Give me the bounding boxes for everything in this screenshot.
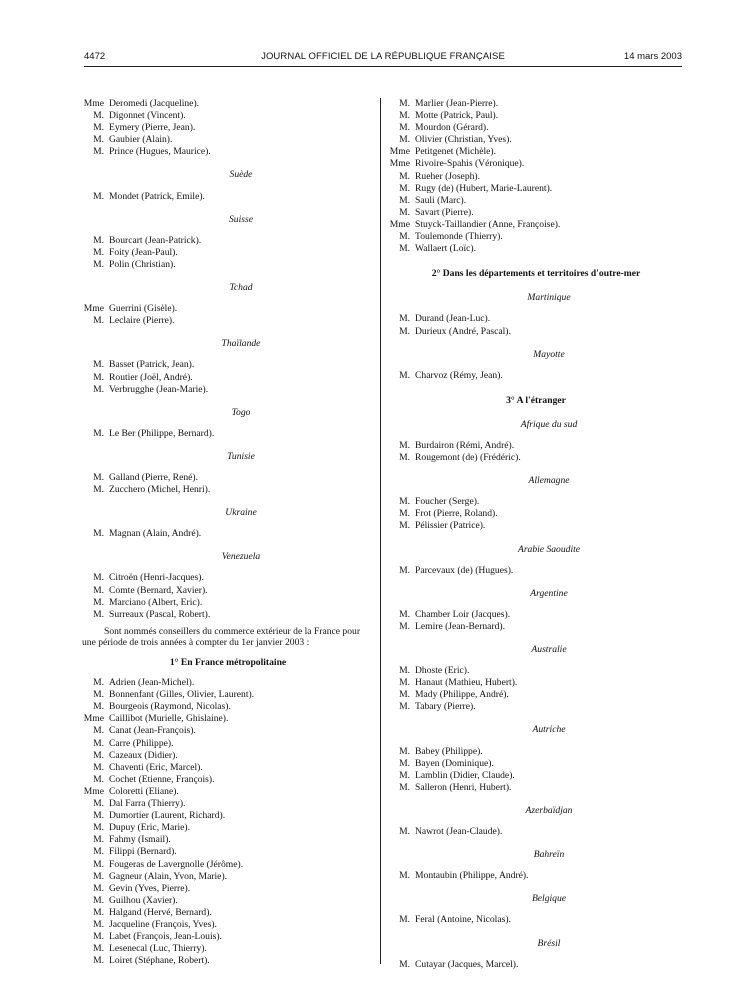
civil-title: M. <box>93 608 104 620</box>
person-name: Eymery (Pierre, Jean). <box>109 122 196 134</box>
list-item <box>82 472 370 484</box>
person-name: Frot (Pierre, Roland). <box>415 508 498 520</box>
person-name: Guilhou (Xavier). <box>109 894 178 906</box>
list-item <box>388 231 680 243</box>
civil-title: M. <box>93 822 104 834</box>
list-item <box>388 508 680 520</box>
civil-title: M. <box>399 701 410 713</box>
person-name: Coloretti (Eliane). <box>109 785 179 797</box>
person-name: Bourcart (Jean-Patrick). <box>109 234 202 246</box>
civil-title: M. <box>399 757 410 769</box>
country-heading: Brésil <box>537 937 561 949</box>
person-name: Magnan (Alain, André). <box>109 528 202 540</box>
person-name: Mady (Philippe, André). <box>415 689 509 701</box>
list-item <box>82 846 370 858</box>
list-item <box>388 758 680 770</box>
country-heading: Azerbaïdjan <box>525 804 573 816</box>
list-item <box>82 110 370 122</box>
list-item <box>82 146 370 158</box>
person-name: Cutayar (Jacques, Marcel). <box>415 958 519 970</box>
list-item <box>388 183 680 195</box>
person-name: Charvoz (Rémy, Jean). <box>415 369 503 381</box>
civil-title: M. <box>93 858 104 870</box>
country-heading: Togo <box>231 406 251 418</box>
civil-title: M. <box>93 870 104 882</box>
list-item <box>82 428 370 440</box>
country-heading: Ukraine <box>225 507 257 519</box>
person-name: Rugy (de) (Hubert, Marie-Laurent). <box>415 182 553 194</box>
country-heading: Martinique <box>527 292 571 304</box>
country-heading: Suède <box>229 169 253 181</box>
list-item <box>82 871 370 883</box>
list-item <box>82 931 370 943</box>
civil-title: M. <box>93 122 104 134</box>
civil-title: M. <box>93 359 104 371</box>
person-name: Petitgenet (Michèle). <box>415 146 496 158</box>
person-name: Motte (Patrick, Paul). <box>415 110 499 122</box>
person-name: Lemire (Jean-Bernard). <box>415 620 506 632</box>
country-heading: Autriche <box>532 724 566 736</box>
person-name: Galland (Pierre, René). <box>109 471 198 483</box>
list-item <box>82 834 370 846</box>
list-item <box>82 191 370 203</box>
civil-title: M. <box>399 170 410 182</box>
civil-title: M. <box>399 826 410 838</box>
civil-title: M. <box>399 122 410 134</box>
person-name: Rougemont (de) (Frédéric). <box>415 452 521 464</box>
list-item <box>388 452 680 464</box>
civil-title: M. <box>93 931 104 943</box>
civil-title: M. <box>93 315 104 327</box>
section-heading: 1° En France métropolitaine <box>169 657 287 668</box>
civil-title: M. <box>93 749 104 761</box>
civil-title: M. <box>399 206 410 218</box>
country-heading: Arabie Saoudite <box>517 543 581 555</box>
list-item <box>388 565 680 577</box>
person-name: Carre (Philippe). <box>109 737 174 749</box>
person-name: Babey (Philippe). <box>415 745 483 757</box>
list-item <box>388 520 680 532</box>
list-item <box>388 677 680 689</box>
person-name: Fougeras de Lavergnolle (Jérôme). <box>109 858 244 870</box>
person-name: Dumortier (Laurent, Richard). <box>109 810 226 822</box>
list-item <box>388 146 680 158</box>
civil-title: M. <box>399 620 410 632</box>
person-name: Comte (Bernard, Xavier). <box>109 584 208 596</box>
person-name: Tabary (Pierre). <box>415 701 476 713</box>
person-name: Filippi (Bernard). <box>109 846 177 858</box>
list-item <box>82 689 370 701</box>
list-item <box>82 597 370 609</box>
list-item <box>388 207 680 219</box>
civil-title: M. <box>93 834 104 846</box>
person-name: Lesenecal (Luc, Thierry). <box>109 943 207 955</box>
list-item <box>82 359 370 371</box>
person-name: Durand (Jean-Luc). <box>415 313 491 325</box>
civil-title: M. <box>399 439 410 451</box>
civil-title: M. <box>93 383 104 395</box>
list-item <box>82 883 370 895</box>
person-name: Leclaire (Pierre). <box>109 315 175 327</box>
civil-title: M. <box>93 371 104 383</box>
civil-title: M. <box>93 572 104 584</box>
list-item <box>82 134 370 146</box>
civil-title: M. <box>93 918 104 930</box>
person-name: Basset (Patrick, Jean). <box>109 359 195 371</box>
list-item <box>82 528 370 540</box>
list-item <box>82 247 370 259</box>
civil-title: M. <box>399 98 410 109</box>
list-item <box>388 313 680 325</box>
civil-title: M. <box>399 369 410 381</box>
country-heading: Belgique <box>531 893 567 905</box>
civil-title: Mme <box>83 98 104 109</box>
person-name: Le Ber (Philippe, Bernard). <box>109 427 215 439</box>
country-heading: Suisse <box>229 213 253 225</box>
person-name: Sauli (Marc). <box>415 194 467 206</box>
person-name: Olivier (Christian, Yves). <box>415 134 512 146</box>
list-item <box>388 959 680 971</box>
person-name: Guerrini (Gisèle). <box>109 303 178 315</box>
list-item <box>388 826 680 838</box>
list-item <box>388 195 680 207</box>
page-header <box>84 51 682 65</box>
journal-title: JOURNAL OFFICIEL DE LA RÉPUBLIQUE FRANÇAISE <box>261 51 505 62</box>
person-name: Parcevaux (de) (Hugues). <box>415 564 514 576</box>
person-name: Foucher (Serge). <box>415 496 480 508</box>
person-name: Wallaert (Loïc). <box>415 243 477 255</box>
person-name: Zucchero (Michel, Henri). <box>109 484 211 496</box>
person-name: Savart (Pierre). <box>415 206 474 218</box>
civil-title: M. <box>399 781 410 793</box>
list-item <box>82 919 370 931</box>
list-item <box>388 98 680 110</box>
person-name: Citroën (Henri-Jacques). <box>109 572 204 584</box>
person-name: Canat (Jean-François). <box>109 725 196 737</box>
civil-title: Mme <box>83 785 104 797</box>
person-name: Mourdon (Gérard). <box>415 122 489 134</box>
country-heading: Australie <box>531 644 567 655</box>
civil-title: M. <box>93 894 104 906</box>
country-heading: Thaïlande <box>221 338 261 350</box>
list-item <box>82 384 370 396</box>
civil-title: M. <box>93 110 104 122</box>
civil-title: M. <box>399 870 410 882</box>
list-item <box>388 621 680 633</box>
list-item <box>82 315 370 327</box>
person-name: Gevin (Yves, Pierre). <box>109 882 191 894</box>
person-name: Dhoste (Eric). <box>415 665 470 677</box>
person-name: Prince (Hugues, Maurice). <box>109 146 211 158</box>
person-name: Hanaut (Mathieu, Hubert). <box>415 677 518 689</box>
civil-title: M. <box>93 190 104 202</box>
civil-title: M. <box>399 110 410 122</box>
civil-title: M. <box>93 677 104 689</box>
civil-title: M. <box>93 773 104 785</box>
list-item <box>388 440 680 452</box>
civil-title: M. <box>399 496 410 508</box>
civil-title: M. <box>399 689 410 701</box>
civil-title: M. <box>93 134 104 146</box>
list-item <box>82 907 370 919</box>
country-heading: Tchad <box>229 282 253 294</box>
person-name: Stuyck-Taillandier (Anne, Françoise). <box>415 218 561 230</box>
civil-title: M. <box>399 520 410 532</box>
list-item <box>82 786 370 798</box>
civil-title: M. <box>93 258 104 270</box>
list-item <box>82 762 370 774</box>
list-item <box>388 609 680 621</box>
person-name: Gaubier (Alain). <box>109 134 173 146</box>
civil-title: M. <box>93 146 104 158</box>
list-item <box>82 259 370 271</box>
list-item <box>388 665 680 677</box>
list-item <box>388 219 680 231</box>
civil-title: M. <box>399 182 410 194</box>
list-item <box>388 171 680 183</box>
list-item <box>82 774 370 786</box>
civil-title: M. <box>399 769 410 781</box>
civil-title: M. <box>93 882 104 894</box>
person-name: Verbrugghe (Jean-Marie). <box>109 383 209 395</box>
list-item <box>388 134 680 146</box>
person-name: Mondet (Patrick, Emile). <box>109 190 205 202</box>
civil-title: M. <box>93 584 104 596</box>
civil-title: M. <box>93 471 104 483</box>
paragraph: Sont nommés conseillers du commerce extérieur de la France pour une période de trois années à compter du 1er janvier 2003 : <box>82 625 361 649</box>
person-name: Nawrot (Jean-Claude). <box>415 826 503 838</box>
list-item <box>82 895 370 907</box>
civil-title: M. <box>93 846 104 858</box>
list-item <box>82 677 370 689</box>
list-item <box>82 943 370 955</box>
civil-title: M. <box>399 243 410 255</box>
list-item <box>388 122 680 134</box>
list-item <box>82 798 370 810</box>
list-item <box>388 914 680 926</box>
person-name: Caillibot (Murielle, Ghislaine). <box>109 713 229 725</box>
header-rule <box>84 66 682 67</box>
person-name: Burdairon (Rémi, André). <box>415 439 515 451</box>
civil-title: M. <box>93 955 104 967</box>
list-item <box>388 158 680 170</box>
civil-title: M. <box>93 737 104 749</box>
person-name: Pélissier (Patrice). <box>415 520 486 532</box>
country-heading: Venezuela <box>221 551 261 563</box>
person-name: Salleron (Henri, Hubert). <box>415 781 512 793</box>
civil-title: M. <box>399 194 410 206</box>
list-item <box>388 870 680 882</box>
country-heading: Argentine <box>530 587 568 599</box>
civil-title: Mme <box>389 146 410 158</box>
civil-title: M. <box>399 313 410 325</box>
left-column <box>82 98 370 967</box>
issue-date: 14 mars 2003 <box>623 51 682 62</box>
column-divider <box>380 98 381 964</box>
person-name: Toulemonde (Thierry). <box>415 231 503 243</box>
list-item <box>388 496 680 508</box>
list-item <box>82 98 370 110</box>
list-item <box>82 235 370 247</box>
person-name: Feral (Antoine, Nicolas). <box>415 914 511 926</box>
list-item <box>388 782 680 794</box>
list-item <box>82 725 370 737</box>
person-name: Polin (Christian). <box>109 258 176 270</box>
country-heading: Afrique du sud <box>520 418 578 430</box>
section-heading: 2° Dans les départements et territoires d'outre-mer <box>431 268 641 280</box>
person-name: Bayen (Dominique). <box>415 757 494 769</box>
civil-title: Mme <box>389 218 410 230</box>
civil-title: M. <box>399 677 410 689</box>
person-name: Durieux (André, Pascal). <box>415 325 511 337</box>
civil-title: M. <box>93 484 104 496</box>
page-number: 4472 <box>84 51 106 62</box>
civil-title: M. <box>93 810 104 822</box>
civil-title: Mme <box>83 713 104 725</box>
civil-title: M. <box>399 325 410 337</box>
list-item <box>388 770 680 782</box>
list-item <box>388 326 680 338</box>
list-item <box>82 585 370 597</box>
civil-title: M. <box>399 231 410 243</box>
country-heading: Mayotte <box>533 348 565 360</box>
civil-title: M. <box>399 608 410 620</box>
civil-title: M. <box>399 958 410 970</box>
civil-title: M. <box>399 508 410 520</box>
person-name: Bonnenfant (Gilles, Olivier, Laurent). <box>109 689 255 701</box>
person-name: Adrien (Jean-Michel). <box>109 677 195 689</box>
civil-title: M. <box>399 564 410 576</box>
civil-title: M. <box>93 427 104 439</box>
civil-title: M. <box>93 528 104 540</box>
person-name: Cochet (Etienne, François). <box>109 773 215 785</box>
person-name: Bourgeois (Raymond, Nicolas). <box>109 701 231 713</box>
civil-title: M. <box>93 234 104 246</box>
country-heading: Tunisie <box>227 450 255 462</box>
person-name: Jacqueline (François, Yves). <box>109 918 217 930</box>
person-name: Marlier (Jean-Pierre). <box>415 98 499 109</box>
list-item <box>82 859 370 871</box>
list-item <box>82 955 370 967</box>
list-item <box>388 243 680 255</box>
list-item <box>82 713 370 725</box>
person-name: Halgand (Hervé, Bernard). <box>109 906 212 918</box>
person-name: Foity (Jean-Paul). <box>109 246 178 258</box>
civil-title: M. <box>93 761 104 773</box>
civil-title: M. <box>399 452 410 464</box>
person-name: Routier (Joël, André). <box>109 371 193 383</box>
civil-title: Mme <box>389 158 410 170</box>
person-name: Loiret (Stéphane, Robert). <box>109 955 210 967</box>
country-heading: Allemagne <box>528 475 570 487</box>
civil-title: M. <box>399 745 410 757</box>
person-name: Deromedi (Jacqueline). <box>109 98 200 109</box>
person-name: Cazeaux (Didier). <box>109 749 178 761</box>
person-name: Montaubin (Philippe, André). <box>415 870 529 882</box>
list-item <box>82 609 370 621</box>
list-item <box>388 110 680 122</box>
list-item <box>388 746 680 758</box>
person-name: Fahmy (Ismail). <box>109 834 171 846</box>
civil-title: M. <box>399 914 410 926</box>
civil-title: M. <box>93 943 104 955</box>
person-name: Chaventi (Eric, Marcel). <box>109 761 203 773</box>
civil-title: M. <box>93 725 104 737</box>
civil-title: M. <box>399 665 410 677</box>
person-name: Dal Farra (Thierry). <box>109 798 186 810</box>
list-item <box>82 810 370 822</box>
list-item <box>82 822 370 834</box>
right-column <box>388 98 680 971</box>
person-name: Rivoire-Spahis (Véronique). <box>415 158 525 170</box>
civil-title: M. <box>399 134 410 146</box>
list-item <box>388 701 680 713</box>
civil-title: M. <box>93 246 104 258</box>
person-name: Lamblin (Didier, Claude). <box>415 769 515 781</box>
list-item <box>82 372 370 384</box>
person-name: Chamber Loir (Jacques). <box>415 608 511 620</box>
list-item <box>82 484 370 496</box>
person-name: Marciano (Albert, Eric). <box>109 596 203 608</box>
list-item <box>82 572 370 584</box>
list-item <box>388 370 680 382</box>
country-heading: Bahreïn <box>533 849 565 861</box>
person-name: Surreaux (Pascal, Robert). <box>109 608 211 620</box>
civil-title: M. <box>93 906 104 918</box>
civil-title: M. <box>93 798 104 810</box>
person-name: Rueher (Joseph). <box>415 170 481 182</box>
person-name: Digonnet (Vincent). <box>109 110 186 122</box>
list-item <box>82 303 370 315</box>
civil-title: M. <box>93 596 104 608</box>
list-item <box>82 750 370 762</box>
list-item <box>82 122 370 134</box>
person-name: Dupuy (Eric, Marie). <box>109 822 190 834</box>
civil-title: M. <box>93 701 104 713</box>
civil-title: M. <box>93 689 104 701</box>
list-item <box>388 689 680 701</box>
section-heading: 3° A l'étranger <box>506 394 566 406</box>
civil-title: Mme <box>83 303 104 315</box>
list-item <box>82 738 370 750</box>
person-name: Labet (François, Jean-Louis). <box>109 931 222 943</box>
person-name: Gagneur (Alain, Yvon, Marie). <box>109 870 228 882</box>
list-item <box>82 701 370 713</box>
